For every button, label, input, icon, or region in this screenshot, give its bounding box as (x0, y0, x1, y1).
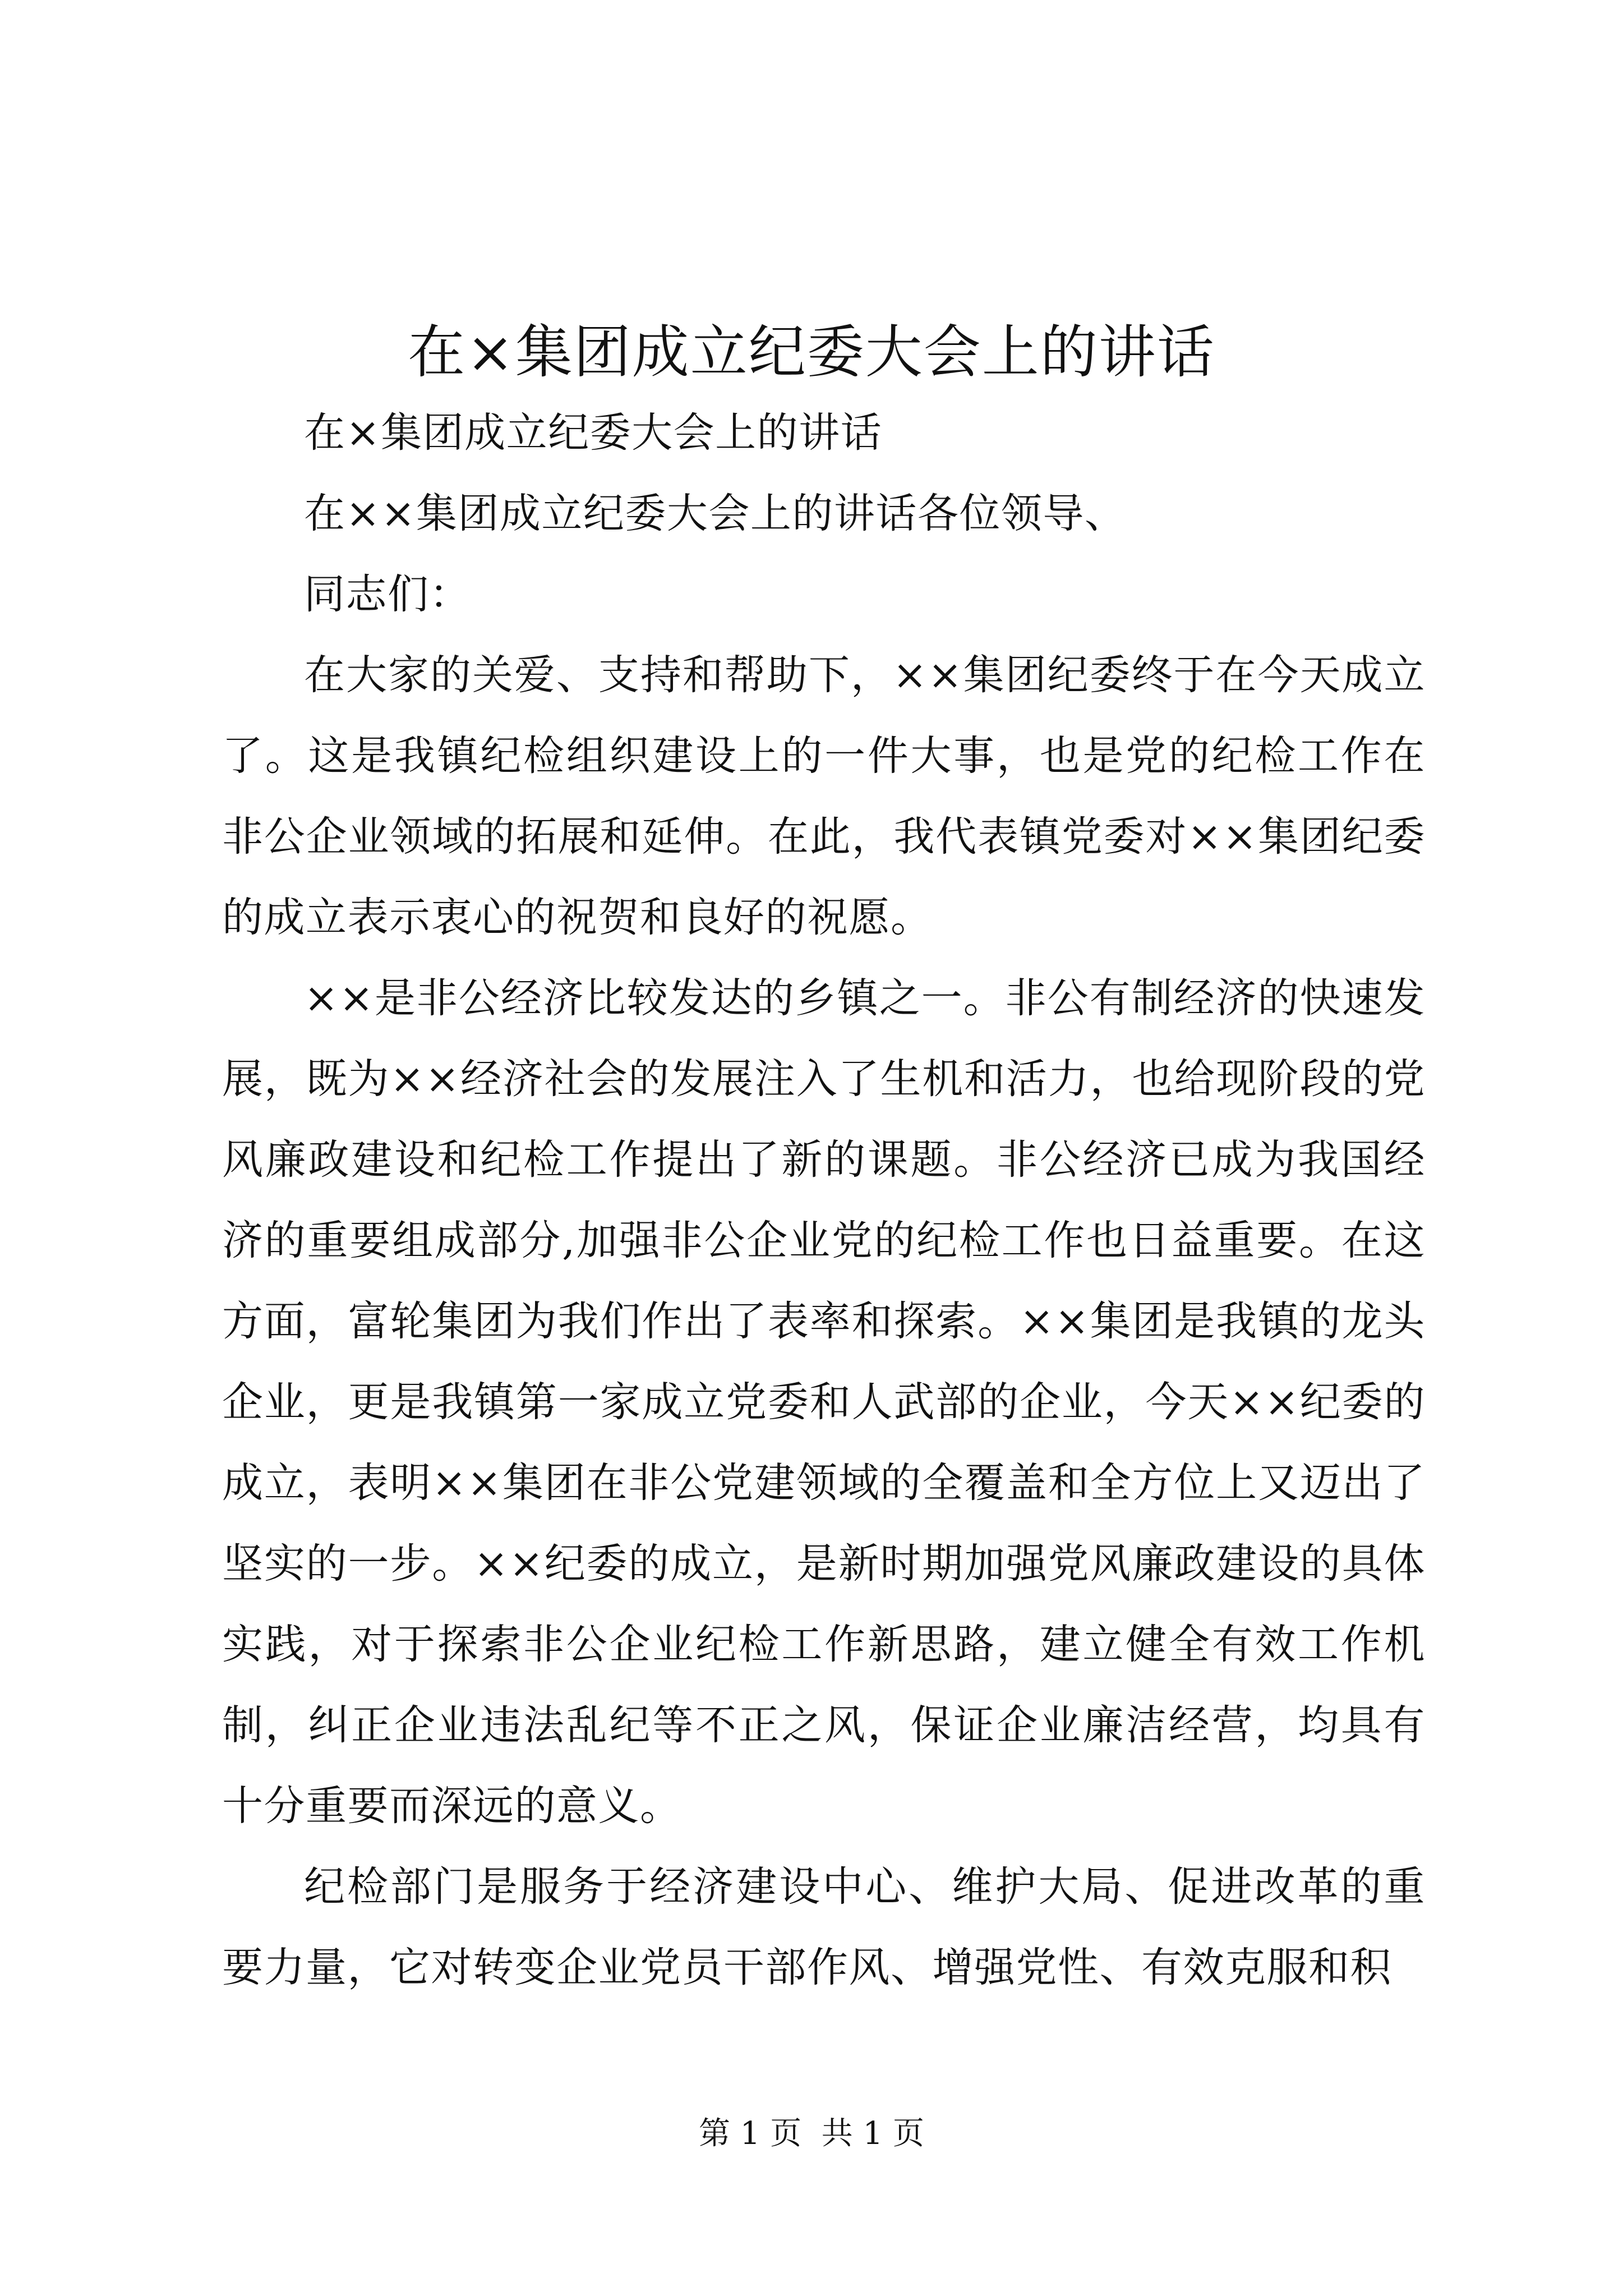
paragraph-congratulations: 在大家的关爱、支持和帮助下，××集团纪委终于在今天成立了。这是我镇纪检组织建设上的一件大事，也是党的纪检工作在非公企业领域的拓展和延伸。在此，我代表镇党委对××集团纪委的成立表示衷心的祝贺和良好的祝愿。 (222, 651, 1426, 941)
paragraph-role-of-discipline: 纪检部门是服务于经济建设中心、维护大局、促进改革的重要力量，它对转变企业党员干部作风、增强党性、有效克服和积 (222, 1863, 1426, 1991)
paragraph-heading-salutation: 在××集团成立纪委大会上的讲话各位领导、 (304, 490, 1127, 537)
paragraph-greeting: 同志们： (304, 570, 471, 618)
page-footer (0, 2115, 1623, 2152)
paragraph-subtitle: 在×集团成立纪委大会上的讲话 (304, 409, 883, 457)
page-number: 第 1 页 共 1 页 (698, 2115, 925, 2152)
paragraph-significance: ××是非公经济比较发达的乡镇之一。非公有制经济的快速发展，既为××经济社会的发展注入了生机和活力，也给现阶段的党风廉政建设和纪检工作提出了新的课题。非公经济已成为我国经济的重要组成部分,加强非公企业党的纪检工作也日益重要。在这方面，富轮集团为我们作出了表率和探索。××集团是我镇的龙头企业，更是我镇第一家成立党委和人武部的企业，今天××纪委的成立，表明××集团在非公党建领域的全覆盖和全方位上又迈出了坚实的一步。××纪委的成立，是新时期加强党风廉政建设的具体实践，对于探索非公企业纪检工作新思路，建立健全有效工作机制，纠正企业违法乱纪等不正之风，保证企业廉洁经营，均具有十分重要而深远的意义。 (222, 974, 1426, 1830)
document-body (222, 393, 1426, 2008)
document-title: 在×集团成立纪委大会上的讲话 (408, 319, 1215, 386)
